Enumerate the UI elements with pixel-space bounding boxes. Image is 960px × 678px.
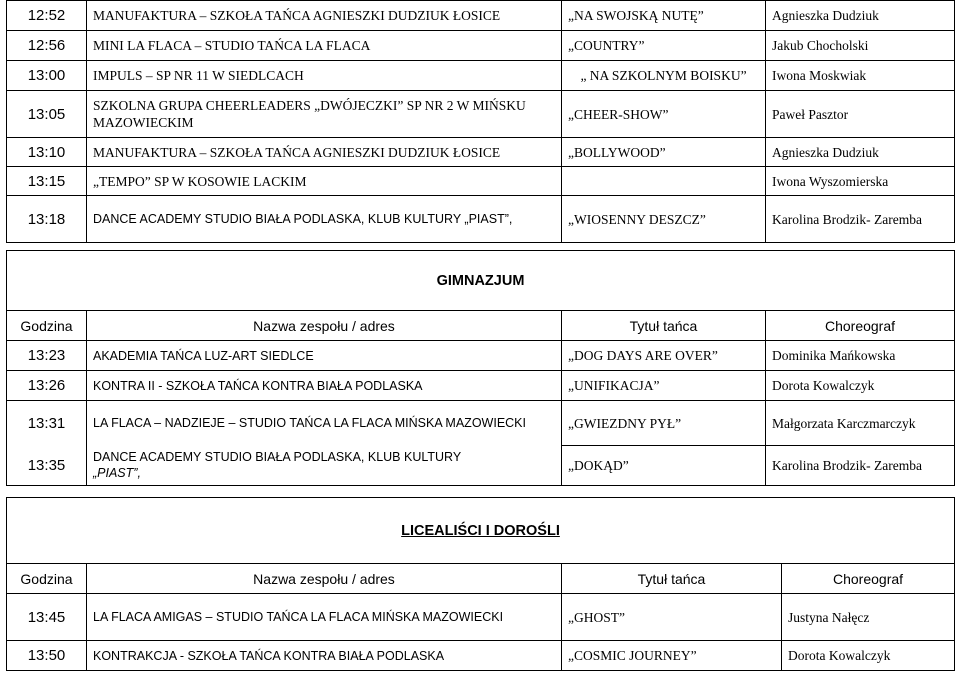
choreographer-cell: Iwona Moskwiak (766, 61, 955, 91)
team-cell: KONTRAKCJA - SZKOŁA TAŃCA KONTRA BIAŁA PODLASKA (87, 641, 562, 671)
header-dance: Tytuł tańca (562, 311, 766, 341)
team-line: DANCE ACADEMY STUDIO BIAŁA PODLASKA, KLUB KULTURY (93, 450, 462, 465)
schedule-table-licealisci (6, 497, 955, 671)
table-row (7, 196, 955, 243)
team-cell: IMPULS – SP NR 11 W SIEDLCACH (87, 61, 562, 91)
dance-title-cell: „DOKĄD” (562, 446, 766, 486)
table-row (7, 91, 955, 138)
header-choreographer: Choreograf (782, 564, 955, 594)
section-title-row (7, 498, 955, 564)
time-cell: 13:50 (7, 641, 87, 671)
dance-title-cell (562, 167, 766, 196)
dance-title-cell: „DOG DAYS ARE OVER” (562, 341, 766, 371)
dance-title-cell: „BOLLYWOOD” (562, 138, 766, 167)
dance-title-cell: „COSMIC JOURNEY” (562, 641, 782, 671)
dance-title-cell: „COUNTRY” (562, 31, 766, 61)
table-row (7, 594, 955, 641)
team-cell: MANUFAKTURA – SZKOŁA TAŃCA AGNIESZKI DUDZIUK ŁOSICE (87, 138, 562, 167)
section-title: GIMNAZJUM (7, 251, 955, 311)
choreographer-cell: Dorota Kowalczyk (782, 641, 955, 671)
team-cell: MINI LA FLACA – STUDIO TAŃCA LA FLACA (87, 31, 562, 61)
choreographer-cell: Agnieszka Dudziuk (766, 1, 955, 31)
dance-title-cell: „CHEER-SHOW” (562, 91, 766, 138)
team-cell: „TEMPO” SP W KOSOWIE LACKIM (87, 167, 562, 196)
time-cell: 13:15 (7, 167, 87, 196)
time-cell: 13:23 (7, 341, 87, 371)
header-row (7, 311, 955, 341)
dance-title-cell: „GWIEZDNY PYŁ” (562, 401, 766, 446)
team-cell: AKADEMIA TAŃCA LUZ-ART SIEDLCE (87, 341, 562, 371)
dance-title-cell: „ NA SZKOLNYM BOISKU” (562, 61, 766, 91)
section-title: LICEALIŚCI I DOROŚLI (7, 498, 955, 564)
table-row (7, 446, 955, 486)
team-cell (87, 446, 562, 486)
time-cell: 12:52 (7, 1, 87, 31)
header-team: Nazwa zespołu / adres (87, 564, 562, 594)
choreographer-cell: Paweł Pasztor (766, 91, 955, 138)
dance-title-cell: „GHOST” (562, 594, 782, 641)
table-row (7, 371, 955, 401)
dance-title-cell: „UNIFIKACJA” (562, 371, 766, 401)
time-cell: 13:10 (7, 138, 87, 167)
team-line: „PIAST”, (93, 466, 141, 481)
dance-title-cell: „WIOSENNY DESZCZ” (562, 196, 766, 243)
team-cell: KONTRA II - SZKOŁA TAŃCA KONTRA BIAŁA PODLASKA (87, 371, 562, 401)
choreographer-cell: Małgorzata Karczmarczyk (766, 401, 955, 446)
time-cell: 12:56 (7, 31, 87, 61)
team-cell: SZKOLNA GRUPA CHEERLEADERS „DWÓJECZKI” SP NR 2 W MIŃSKU MAZOWIECKIM (87, 91, 562, 138)
team-cell: LA FLACA – NADZIEJE – STUDIO TAŃCA LA FLACA MIŃSKA MAZOWIECKI (87, 401, 562, 446)
choreographer-cell: Karolina Brodzik- Zaremba (766, 196, 955, 243)
section-title-row (7, 251, 955, 311)
time-cell: 13:26 (7, 371, 87, 401)
team-cell: MANUFAKTURA – SZKOŁA TAŃCA AGNIESZKI DUDZIUK ŁOSICE (87, 1, 562, 31)
table-row (7, 641, 955, 671)
table-row (7, 61, 955, 91)
header-time: Godzina (7, 564, 87, 594)
team-cell: DANCE ACADEMY STUDIO BIAŁA PODLASKA, KLUB KULTURY „PIAST”, (87, 196, 562, 243)
choreographer-cell: Dorota Kowalczyk (766, 371, 955, 401)
header-time: Godzina (7, 311, 87, 341)
table-row (7, 341, 955, 371)
choreographer-cell: Dominika Mańkowska (766, 341, 955, 371)
table-row (7, 138, 955, 167)
header-team: Nazwa zespołu / adres (87, 311, 562, 341)
time-cell: 13:05 (7, 91, 87, 138)
time-cell: 13:31 (7, 401, 87, 446)
time-cell: 13:45 (7, 594, 87, 641)
table-row (7, 1, 955, 31)
table-row (7, 401, 955, 446)
table-row (7, 31, 955, 61)
schedule-table-top (6, 0, 955, 243)
choreographer-cell: Justyna Nałęcz (782, 594, 955, 641)
choreographer-cell: Agnieszka Dudziuk (766, 138, 955, 167)
time-cell: 13:18 (7, 196, 87, 243)
table-row (7, 167, 955, 196)
schedule-table-gimnazjum (6, 250, 955, 486)
header-choreographer: Choreograf (766, 311, 955, 341)
choreographer-cell: Iwona Wyszomierska (766, 167, 955, 196)
header-row (7, 564, 955, 594)
time-cell: 13:35 (7, 446, 87, 486)
choreographer-cell: Karolina Brodzik- Zaremba (766, 446, 955, 486)
choreographer-cell: Jakub Chocholski (766, 31, 955, 61)
time-cell: 13:00 (7, 61, 87, 91)
team-cell: LA FLACA AMIGAS – STUDIO TAŃCA LA FLACA MIŃSKA MAZOWIECKI (87, 594, 562, 641)
header-dance: Tytuł tańca (562, 564, 782, 594)
dance-title-cell: „NA SWOJSKĄ NUTĘ” (562, 1, 766, 31)
